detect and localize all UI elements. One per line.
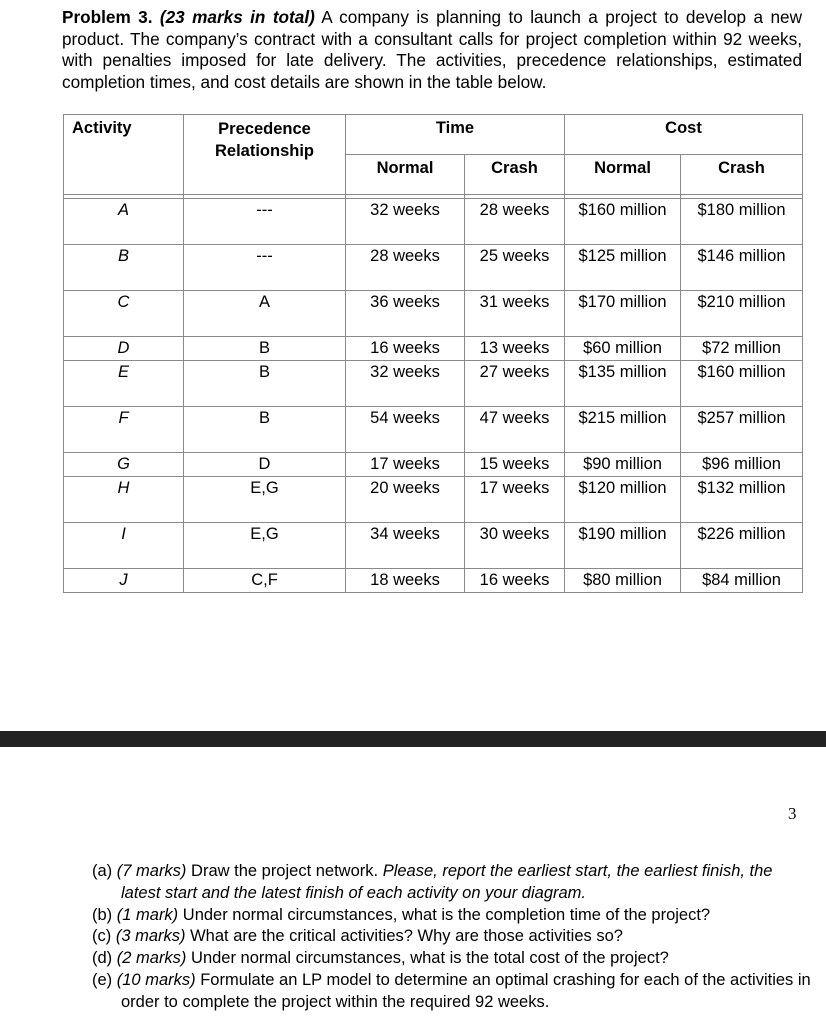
cell-time-normal: 17 weeks	[346, 453, 465, 477]
cell-precedence: E,G	[184, 523, 346, 569]
question-label: (c)	[92, 927, 112, 946]
header-cost-normal: Normal	[565, 155, 681, 195]
cell-cost-crash: $226 million	[681, 523, 803, 569]
problem-statement	[62, 7, 802, 93]
table-row	[64, 291, 803, 337]
cell-precedence: ---	[184, 245, 346, 291]
question-item	[92, 926, 812, 948]
question-text: Under normal circumstances, what is the total cost of the project?	[191, 949, 669, 968]
header-precedence	[184, 115, 346, 195]
cell-cost-crash: $72 million	[681, 337, 803, 361]
cell-activity: D	[64, 337, 184, 361]
problem-title: Problem 3.	[62, 7, 153, 27]
cell-time-crash: 28 weeks	[465, 199, 565, 245]
cell-precedence: D	[184, 453, 346, 477]
table-row	[64, 199, 803, 245]
cell-activity: J	[64, 569, 184, 593]
page-divider	[0, 731, 826, 747]
table-row	[64, 453, 803, 477]
header-precedence-line1: Precedence	[218, 120, 311, 138]
cell-time-crash: 47 weeks	[465, 407, 565, 453]
activity-table	[63, 114, 803, 593]
cell-cost-crash: $132 million	[681, 477, 803, 523]
cell-cost-crash: $210 million	[681, 291, 803, 337]
questions-list	[92, 861, 812, 1014]
cell-cost-crash: $257 million	[681, 407, 803, 453]
cell-time-normal: 28 weeks	[346, 245, 465, 291]
page-number: 3	[788, 804, 797, 823]
cell-cost-crash: $160 million	[681, 361, 803, 407]
question-label: (a)	[92, 862, 113, 880]
question-item	[92, 861, 812, 905]
cell-time-normal: 20 weeks	[346, 477, 465, 523]
cell-precedence: B	[184, 337, 346, 361]
cell-precedence: C,F	[184, 569, 346, 593]
question-text: Under normal circumstances, what is the completion time of the project?	[182, 905, 711, 924]
header-precedence-line2: Relationship	[214, 142, 314, 160]
cell-activity: I	[64, 523, 184, 569]
cell-cost-normal: $190 million	[565, 523, 681, 569]
cell-activity: A	[64, 199, 184, 245]
cell-precedence: B	[184, 407, 346, 453]
cell-time-crash: 30 weeks	[465, 523, 565, 569]
table-row	[64, 361, 803, 407]
problem-marks: (23 marks in total)	[159, 7, 315, 27]
cell-precedence: B	[184, 361, 346, 407]
cell-time-crash: 31 weeks	[465, 291, 565, 337]
cell-activity: E	[64, 361, 184, 407]
question-label: (d)	[92, 949, 113, 968]
cell-cost-normal: $80 million	[565, 569, 681, 593]
cell-time-normal: 16 weeks	[346, 337, 465, 361]
cell-time-normal: 32 weeks	[346, 199, 465, 245]
cell-precedence: A	[184, 291, 346, 337]
cell-time-crash: 27 weeks	[465, 361, 565, 407]
cell-cost-normal: $125 million	[565, 245, 681, 291]
cell-time-crash: 25 weeks	[465, 245, 565, 291]
question-emphasis: Please, report the earliest start, the earliest finish, the latest start and the latest finish of each activity on your diagram.	[121, 862, 773, 902]
question-marks: (2 marks)	[116, 949, 187, 968]
cell-cost-crash: $84 million	[681, 569, 803, 593]
header-cost: Cost	[565, 115, 803, 155]
question-item	[92, 905, 812, 927]
cell-time-crash: 17 weeks	[465, 477, 565, 523]
question-text: Draw the project network.	[191, 862, 379, 880]
question-item	[92, 948, 812, 970]
cell-precedence: ---	[184, 199, 346, 245]
cell-cost-crash: $96 million	[681, 453, 803, 477]
problem-text: A company is planning to launch a project to develop a new product. The company’s contract with a consultant calls for project completion within 92 weeks, with penalties imposed for late delivery. The activities, precedence relationships, estimated completion times, and cost details are shown in the table below.	[62, 7, 802, 92]
cell-cost-crash: $180 million	[681, 199, 803, 245]
header-time-crash: Crash	[465, 155, 565, 195]
cell-time-normal: 54 weeks	[346, 407, 465, 453]
cell-time-crash: 13 weeks	[465, 337, 565, 361]
question-marks: (1 mark)	[116, 905, 179, 924]
table-row	[64, 477, 803, 523]
cell-activity: F	[64, 407, 184, 453]
question-item	[92, 970, 812, 1014]
header-time-normal: Normal	[346, 155, 465, 195]
cell-cost-normal: $90 million	[565, 453, 681, 477]
cell-activity: G	[64, 453, 184, 477]
cell-time-normal: 34 weeks	[346, 523, 465, 569]
question-text: What are the critical activities? Why are those activities so?	[190, 927, 623, 946]
question-label: (e)	[92, 970, 113, 989]
cell-time-normal: 18 weeks	[346, 569, 465, 593]
cell-time-normal: 32 weeks	[346, 361, 465, 407]
cell-precedence: E,G	[184, 477, 346, 523]
cell-cost-normal: $120 million	[565, 477, 681, 523]
question-label: (b)	[92, 905, 113, 924]
question-marks: (10 marks)	[116, 970, 196, 989]
table-row	[64, 569, 803, 593]
table-row	[64, 337, 803, 361]
cell-time-crash: 16 weeks	[465, 569, 565, 593]
header-cost-crash: Crash	[681, 155, 803, 195]
cell-activity: H	[64, 477, 184, 523]
header-activity: Activity	[64, 115, 184, 195]
table-row	[64, 523, 803, 569]
table-row	[64, 245, 803, 291]
cell-cost-crash: $146 million	[681, 245, 803, 291]
cell-time-crash: 15 weeks	[465, 453, 565, 477]
cell-activity: B	[64, 245, 184, 291]
cell-cost-normal: $135 million	[565, 361, 681, 407]
cell-activity: C	[64, 291, 184, 337]
cell-cost-normal: $60 million	[565, 337, 681, 361]
cell-time-normal: 36 weeks	[346, 291, 465, 337]
header-time: Time	[346, 115, 565, 155]
cell-cost-normal: $160 million	[565, 199, 681, 245]
question-marks: (7 marks)	[116, 862, 187, 880]
question-text: Formulate an LP model to determine an optimal crashing for each of the activities in order to complete the project within the required 92 weeks.	[121, 970, 811, 1011]
cell-cost-normal: $215 million	[565, 407, 681, 453]
cell-cost-normal: $170 million	[565, 291, 681, 337]
table-row	[64, 407, 803, 453]
question-marks: (3 marks)	[115, 927, 186, 946]
